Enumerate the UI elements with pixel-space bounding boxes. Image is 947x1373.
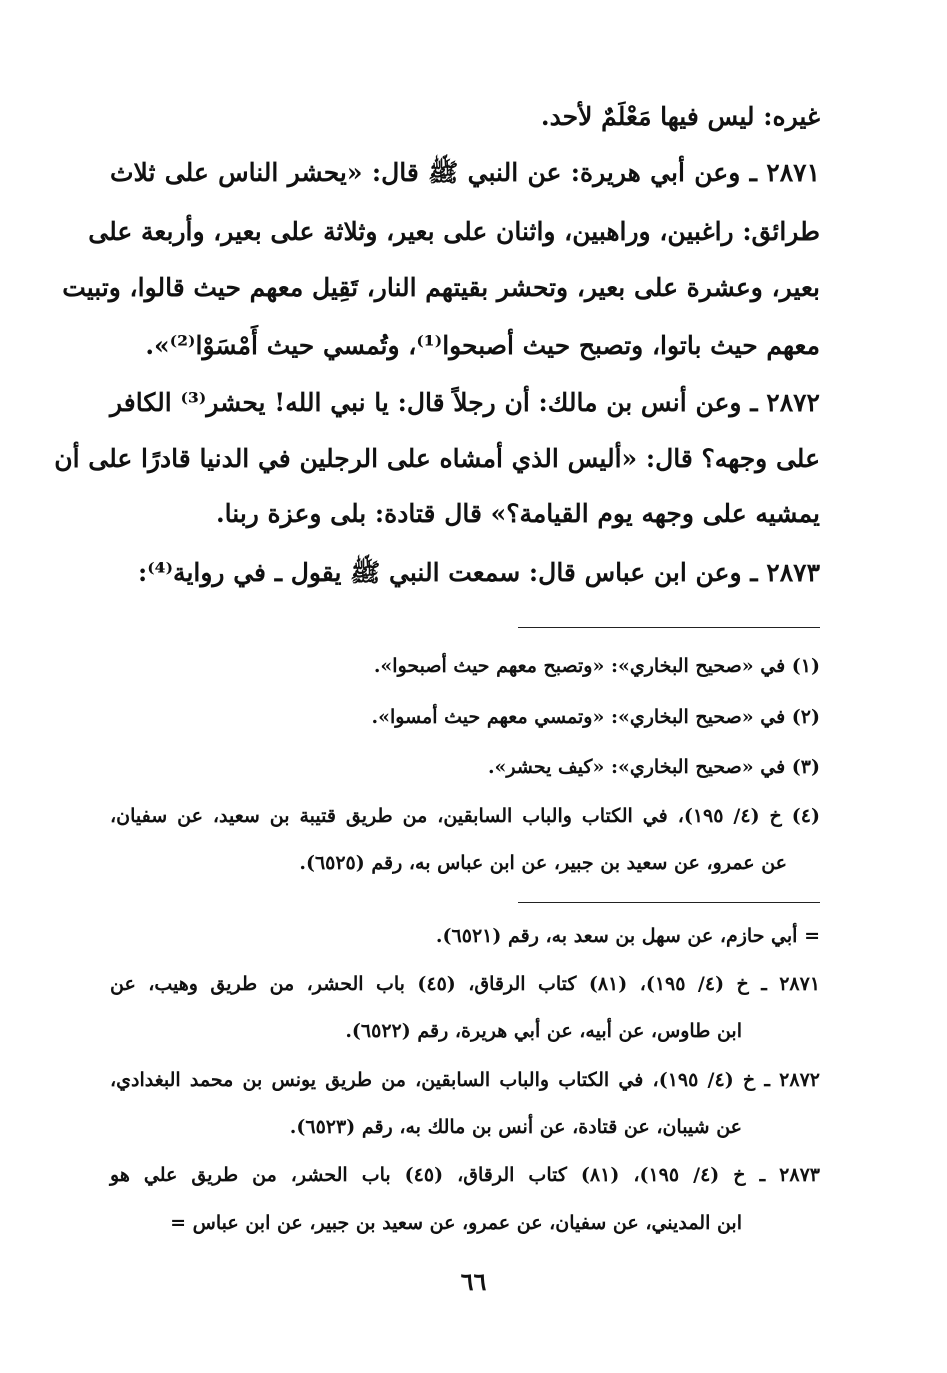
reference-continuation: = أبي حازم، عن سهل بن سعد به، رقم (٦٥٢١). — [435, 925, 820, 947]
hadith-2872-line-3: يمشيه على وجهه يوم القيامة؟» قال قتادة: بلى وعزة ربنا. — [215, 499, 820, 528]
footnote-2: (٢) في «صحيح البخاري»: «وتمسي معهم حيث أمسوا». — [371, 706, 820, 728]
footnote-4-line-2: عن عمرو، عن سعيد بن جبير، عن ابن عباس به، رقم (٦٥٢٥). — [299, 852, 787, 874]
hadith-2871-line-2: طرائق: راغبين، وراهبين، واثنان على بعير، وثلاثة على بعير، وأربعة على — [88, 217, 820, 246]
reference-2873-line-1: ٢٨٧٣ ـ خ (٤/ ١٩٥)، (٨١) كتاب الرقاق، (٤٥) باب الحشر، من طريق علي هو — [110, 1164, 820, 1186]
hadith-2873-line-1: ٢٨٧٣ ـ وعن ابن عباس قال: سمعت النبي ﷺ يقول ـ في رواية⁽⁴⁾: — [137, 558, 820, 587]
hadith-2871-line-3: بعير، وعشرة على بعير، وتحشر بقيتهم النار، تَقِيل معهم حيث قالوا، وتبيت — [62, 273, 820, 302]
footnote-4-line-1: (٤) خ (٤/ ١٩٥)، في الكتاب والباب السابقين، من طريق قتيبة بن سعيد، عن سفيان، — [110, 805, 820, 827]
hadith-2871-line-4: معهم حيث باتوا، وتصبح حيث أصبحوا⁽¹⁾، وتُمسي حيث أَمْسَوْا⁽²⁾». — [145, 331, 820, 360]
footnote-1: (١) في «صحيح البخاري»: «وتصبح معهم حيث أصبحوا». — [373, 655, 820, 677]
hadith-2872-line-2: على وجهه؟ قال: «أليس الذي أمشاه على الرجلين في الدنيا قادرًا على أن — [54, 444, 820, 473]
reference-2871-line-2: ابن طاوس، عن أبيه، عن أبي هريرة، رقم (٦٥٢٢). — [345, 1020, 742, 1042]
reference-2872-line-2: عن شيبان، عن قتادة، عن أنس بن مالك به، رقم (٦٥٢٣). — [289, 1116, 742, 1138]
footnote-separator — [518, 627, 820, 628]
hadith-2872-line-1: ٢٨٧٢ ـ وعن أنس بن مالك: أن رجلاً قال: يا نبي الله! يحشر⁽³⁾ الكافر — [110, 388, 820, 417]
hadith-2871-line-1: ٢٨٧١ ـ وعن أبي هريرة: عن النبي ﷺ قال: «يحشر الناس على ثلاث — [110, 158, 820, 187]
reference-2873-line-2: ابن المديني، عن سفيان، عن عمرو، عن سعيد بن جبير، عن ابن عباس = — [170, 1212, 742, 1234]
page-number: ٦٦ — [460, 1267, 487, 1296]
footnote-3: (٣) في «صحيح البخاري»: «كيف يحشر». — [487, 756, 820, 778]
main-line-1: غيره: ليس فيها مَعْلَمٌ لأحد. — [540, 102, 820, 131]
reference-2871-line-1: ٢٨٧١ ـ خ (٤/ ١٩٥)، (٨١) كتاب الرقاق، (٤٥) باب الحشر، من طريق وهيب، عن — [110, 973, 821, 995]
reference-2872-line-1: ٢٨٧٢ ـ خ (٤/ ١٩٥)، في الكتاب والباب السابقين، من طريق يونس بن محمد البغدادي، — [110, 1069, 820, 1091]
references-separator — [518, 902, 820, 903]
